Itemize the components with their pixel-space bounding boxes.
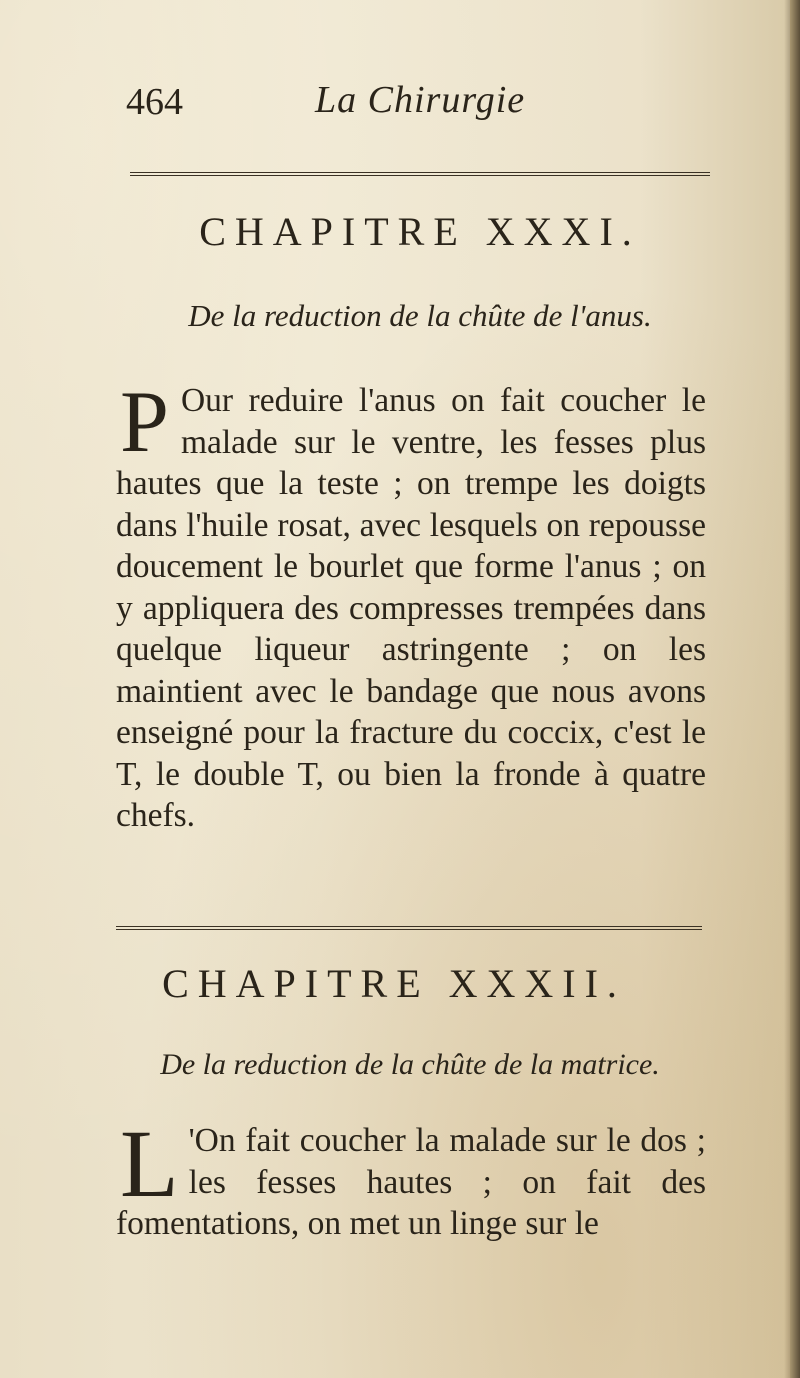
ornamental-rule: [116, 926, 702, 930]
page-header: [120, 72, 680, 132]
drop-cap: P: [120, 374, 169, 471]
ornamental-rule: [130, 172, 710, 176]
chapter-title: CHAPITRE XXXII.: [162, 961, 626, 1006]
drop-cap: L: [120, 1110, 179, 1217]
chapter-subtitle: De la reduction de la chûte de la matrice.: [160, 1048, 660, 1081]
page-number: 464: [126, 81, 183, 123]
body-paragraph: 'On fait coucher la malade sur le dos ; les fesses hautes ; on fait des fomentations, on met un linge sur le: [116, 1122, 706, 1242]
chapter-subtitle: De la reduction de la chûte de l'anus.: [188, 298, 652, 333]
running-title: La Chirurgie: [315, 79, 526, 121]
chapter-body: [116, 1110, 706, 1245]
chapter-body: [116, 374, 706, 837]
body-paragraph: Our reduire l'anus on fait coucher le malade sur le ventre, les fesses plus hautes que la teste ; on trempe les doigts dans l'huile rosat, avec lesquels on repousse doucement le bourlet que forme l'anus ; on y appliquera des compresses trempées dans quelque liqueur astringente ; on les maintient avec le bandage que nous avons enseigné pour la fracture du coccix, c'est le T, le double T, ou bien la fronde à quatre chefs.: [116, 382, 706, 834]
page-edge: [790, 0, 800, 1378]
chapter-title: CHAPITRE XXXI.: [199, 209, 641, 254]
